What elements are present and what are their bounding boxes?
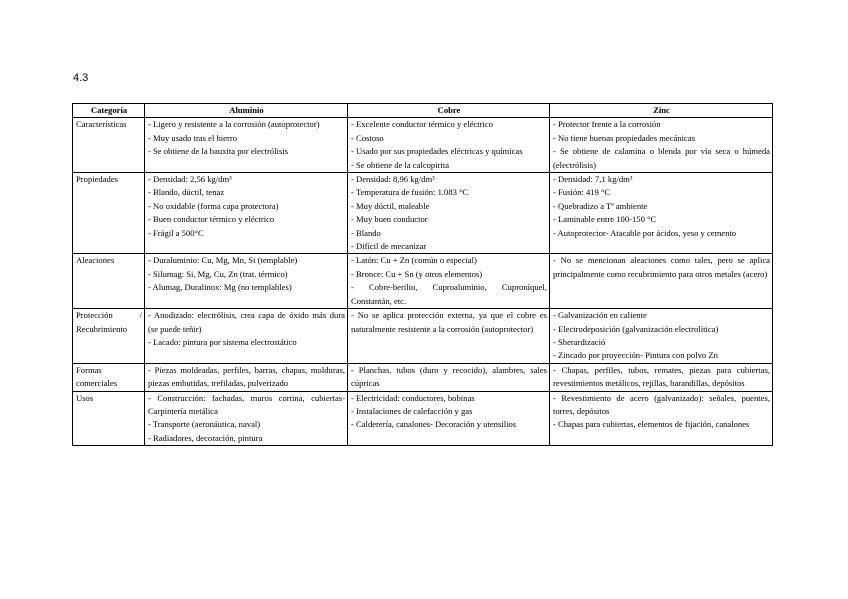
header-categoria: Categoría (73, 104, 145, 118)
cell-line: - Bronce: Cu + Sn (y otros elementos) (351, 268, 483, 279)
cell-line: - Silumag: Si, Mg, Cu, Zn (trat. térmico) (148, 268, 288, 279)
cell-line: - Construcción: fachadas, muros cortina, cubiertas- Carpintería metálica (148, 392, 345, 416)
zinc-cell (550, 254, 773, 309)
cell-line: - Autoprotector- Atacable por ácidos, yeso y cemento (553, 227, 737, 238)
cell-line: - Revestimiento de acero (galvanizado): señales, puentes, torres, depósitos (553, 392, 770, 416)
cobre-cell (348, 309, 550, 364)
table-row (73, 118, 773, 173)
cell-line: - No tiene buenas propiedades mecánicas (553, 132, 695, 143)
cell-line: - Duraluminio: Cu, Mg, Mn, Si (templable) (148, 255, 298, 266)
aluminio-cell (145, 391, 348, 446)
cell-line: - Sherardizació (553, 336, 606, 347)
cell-line: - Ligero y resistente a la corrosión (autoprotector) (148, 119, 320, 130)
cell-line: - Transporte (aeronáutica, naval) (148, 419, 261, 430)
category-cell: Propiedades (73, 173, 145, 254)
aluminio-cell (145, 363, 348, 391)
cell-line: - Excelente conductor térmico y eléctrico (351, 119, 493, 130)
zinc-cell (550, 309, 773, 364)
cell-line: - Chapas, perfiles, tubos, remates, piezas para cubiertas, revestimientos metálicos, rejillas, barandillas, depósitos (553, 364, 770, 389)
cell-line: - Blando (351, 227, 381, 238)
cell-line: - No oxidable (forma capa protectora) (148, 200, 279, 211)
cell-line: - Instalaciones de calefacción y gas (351, 405, 473, 416)
table-row (73, 173, 773, 254)
category-cell: Protección / Recubrimiento (73, 309, 145, 364)
zinc-cell (550, 391, 773, 446)
cell-line: - Cobre-berilio, Cuproaluminio, Cuproníquel, Constantán, etc. (351, 282, 547, 306)
cell-line: - Temperatura de fusión: 1.083 °C (351, 187, 469, 198)
cell-line: - No se aplica protección externa, ya que el cobre es naturalmente resistente a la corrosión (autoprotector) (351, 310, 547, 334)
cell-line: - Muy buen conductor (351, 214, 428, 225)
header-aluminio: Aluminio (145, 104, 348, 118)
cobre-cell (348, 363, 550, 391)
cell-line: - Alumag, Duralinox: Mg (no templables) (148, 282, 292, 293)
cell-line: - Densidad: 7,1 kg/dm³ (553, 174, 633, 185)
cell-line: - Calderería, canalones- Decoración y utensilios (351, 419, 517, 430)
category-cell: Formas comerciales (73, 363, 145, 391)
cell-line: - Quebradizo a Tª ambiente (553, 200, 648, 211)
cell-line: - Planchas, tubos (duro y recocido), alambres, sales cúpricas (351, 364, 547, 389)
cell-line: - Zincado por proyección- Pintura con polvo Zn (553, 350, 718, 361)
table-row (73, 309, 773, 364)
header-zinc: Zinc (550, 104, 773, 118)
cell-line: - Galvanización en caliente (553, 310, 647, 321)
table-body (73, 118, 773, 446)
table-header-row (73, 104, 773, 118)
cell-line: - Blando, dúctil, tenaz (148, 187, 225, 198)
cell-line: - Usado por sus propiedades eléctricas y químicas (351, 146, 523, 157)
zinc-cell (550, 363, 773, 391)
cell-line: - Fusión: 419 °C (553, 187, 611, 198)
cell-line: - Latón: Cu + Zn (común o especial) (351, 255, 477, 266)
cell-line: - Muy dúctil, maleable (351, 200, 430, 211)
category-cell: Usos (73, 391, 145, 446)
cell-line: - Frágil a 500°C (148, 227, 204, 238)
cell-line: - No se mencionan aleaciones como tales, pero se aplica principalmente como recubrimiento para otros metales (acero) (553, 255, 770, 279)
cobre-cell (348, 173, 550, 254)
cell-line: - Protector frente a la corrosión (553, 119, 661, 130)
cell-line: - Se obtiene de calamina o blenda por vía seca o húmeda (electrólisis) (553, 146, 770, 170)
cell-line: - Densidad: 8,96 kg/dm³ (351, 174, 435, 185)
cobre-cell (348, 254, 550, 309)
cell-line: - Lacado: pintura por sistema electrostático (148, 336, 297, 347)
zinc-cell (550, 118, 773, 173)
cell-line: - Se obtiene de la calcopirita (351, 159, 450, 170)
table-row (73, 391, 773, 446)
cell-line: - Chapas para cubiertas, elementos de fijación, canalones (553, 419, 750, 430)
cell-line: - Anodizado: electrólisis, crea capa de óxido más dura (se puede teñir) (148, 310, 345, 334)
cell-line: - Costoso (351, 132, 384, 143)
aluminio-cell (145, 118, 348, 173)
cell-line: - Muy usado tras el hierro (148, 132, 238, 143)
cobre-cell (348, 118, 550, 173)
cell-line: - Buen conductor térmico y eléctrico (148, 214, 275, 225)
aluminio-cell (145, 254, 348, 309)
header-cobre: Cobre (348, 104, 550, 118)
cell-line: - Laminable entre 100-150 °C (553, 214, 657, 225)
materials-table (72, 103, 773, 446)
category-cell: Características (73, 118, 145, 173)
category-cell: Aleaciones (73, 254, 145, 309)
cell-line: - Electricidad: conductores, bobinas (351, 392, 475, 403)
aluminio-cell (145, 173, 348, 254)
cell-line: - Radiadores, decoración, pintura (148, 432, 263, 443)
cell-line: - Electrodeposición (galvanización electrolítica) (553, 323, 719, 334)
aluminio-cell (145, 309, 348, 364)
table-row (73, 363, 773, 391)
section-number: 4.3 (73, 72, 89, 84)
cell-line: - Densidad: 2,56 kg/dm³ (148, 174, 232, 185)
cobre-cell (348, 391, 550, 446)
cell-line: - Se obtiene de la bauxita por electrólisis (148, 146, 289, 157)
cell-line: - Piezas moldeadas, perfiles, barras, chapas, molduras, piezas embutidas, trefiladas, pulverizado (148, 364, 345, 389)
cell-line: - Difícil de mecanizar (351, 241, 427, 252)
table-row (73, 254, 773, 309)
zinc-cell (550, 173, 773, 254)
